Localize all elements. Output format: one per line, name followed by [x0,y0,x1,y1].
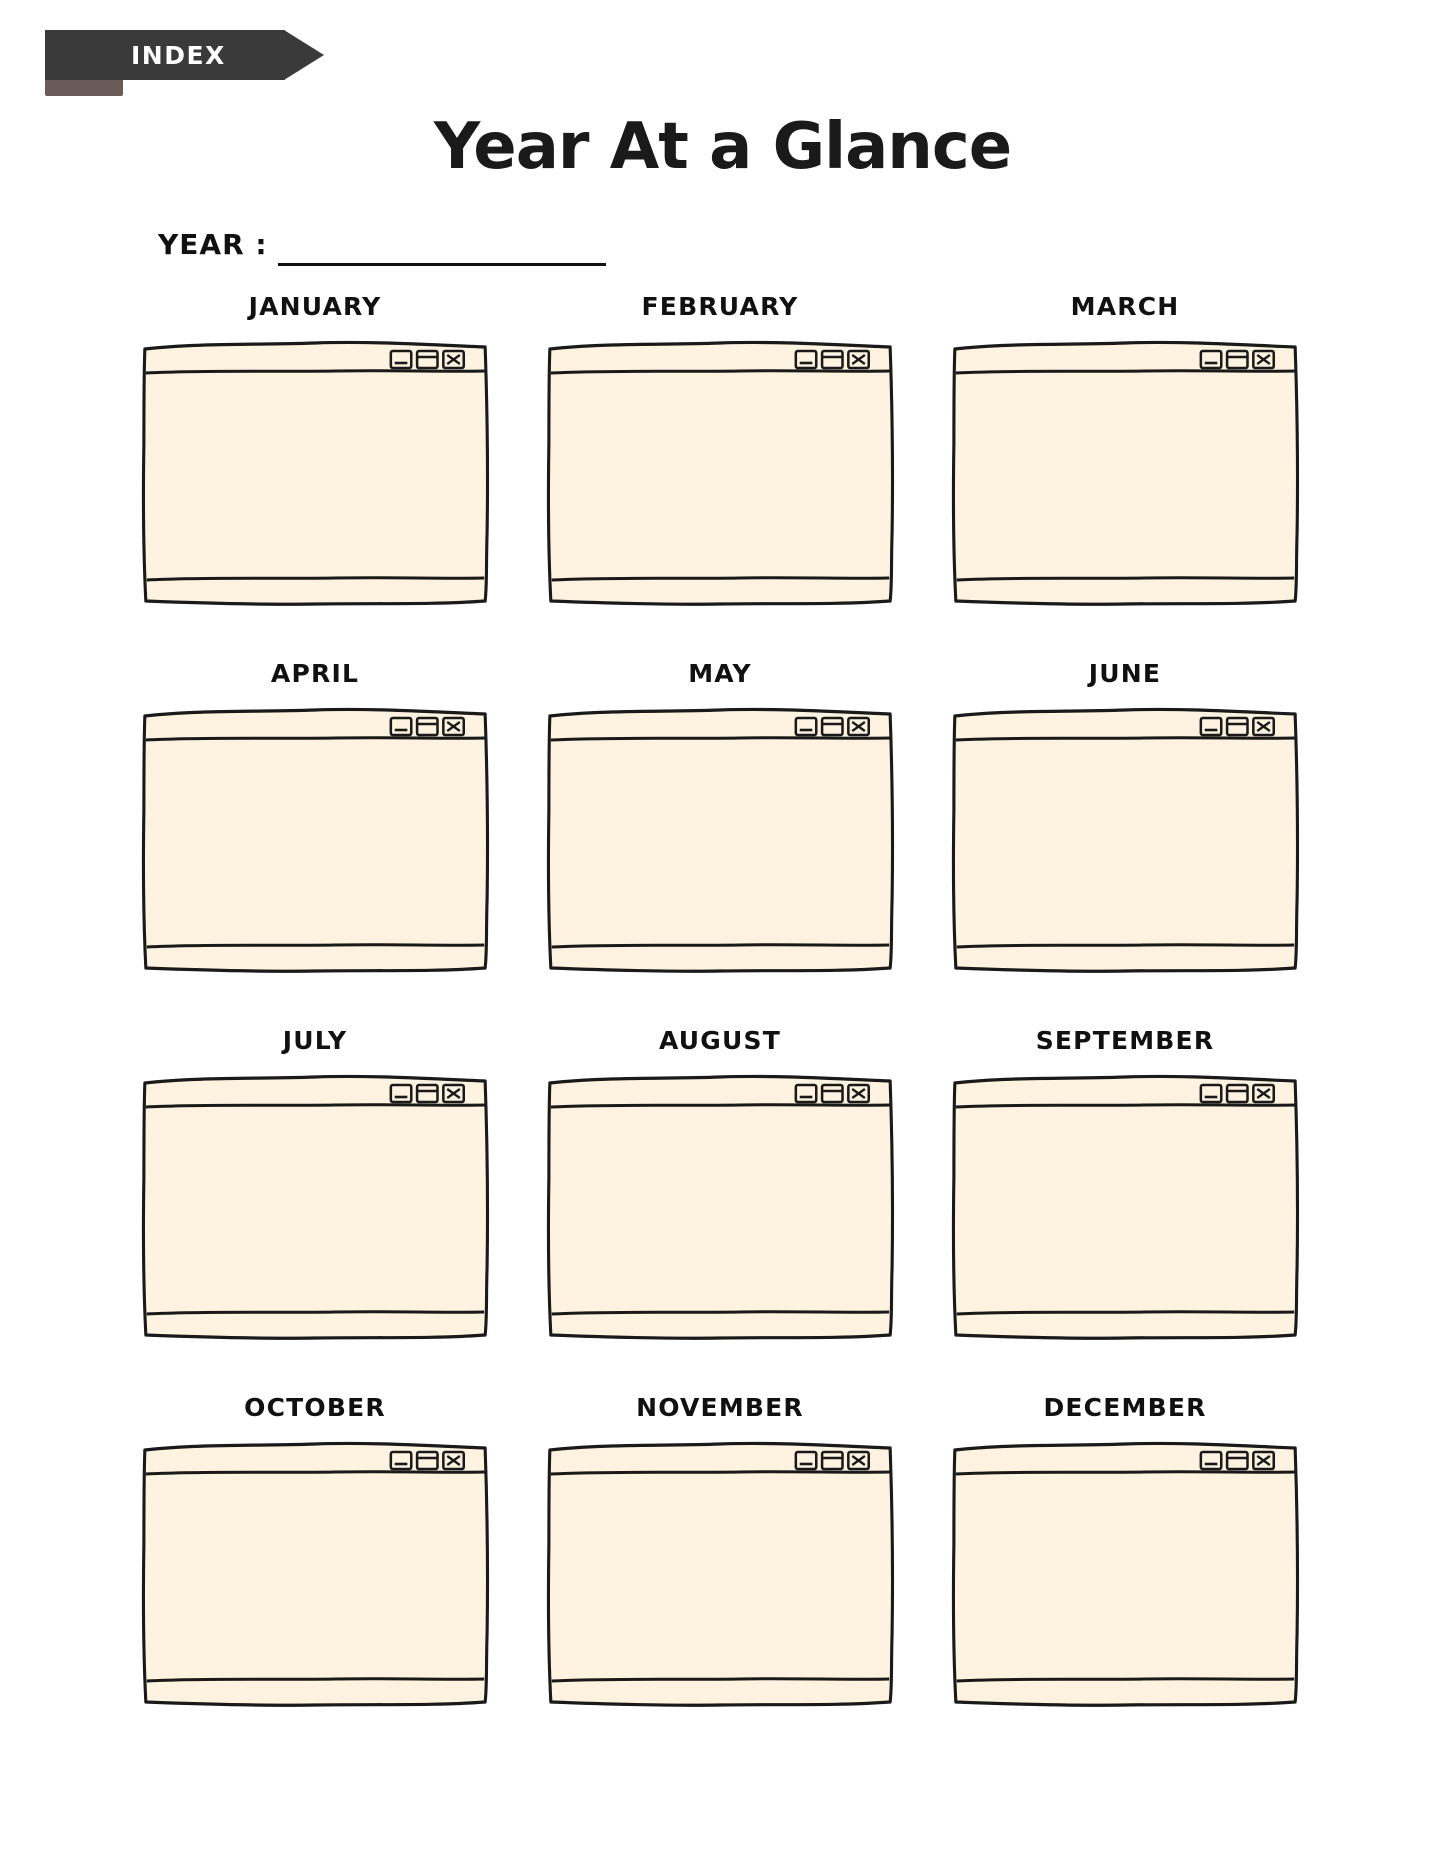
month-title: MARCH [1070,292,1180,321]
minimize-icon [391,1085,411,1102]
minimize-icon [1201,351,1221,368]
month-window-july [140,1067,490,1345]
month-window-may [545,700,895,978]
month-window-june [950,700,1300,978]
index-tab-body[interactable] [45,30,285,80]
month-window-october [140,1434,490,1712]
maximize-icon [417,1452,437,1469]
month-notes-input-february[interactable] [559,371,881,595]
window-controls-group [1201,718,1274,735]
month-cell-october [140,1393,490,1760]
month-title: APRIL [270,659,360,688]
month-cell-january [140,292,490,659]
month-cell-august [545,1026,895,1393]
month-cell-march [950,292,1300,659]
month-notes-input-april[interactable] [154,738,476,962]
month-cell-september [950,1026,1300,1393]
window-controls-group [1201,1085,1274,1102]
month-title: MAY [688,659,752,688]
minimize-icon [796,718,816,735]
year-input[interactable] [278,231,606,266]
month-cell-may [545,659,895,1026]
month-window-august [545,1067,895,1345]
window-controls-group [796,1085,869,1102]
month-notes-input-december[interactable] [964,1472,1286,1696]
month-title: NOVEMBER [636,1393,804,1422]
month-notes-input-june[interactable] [964,738,1286,962]
minimize-icon [1201,1085,1221,1102]
maximize-icon [417,351,437,368]
index-tab-arrow [284,30,324,80]
month-notes-input-november[interactable] [559,1472,881,1696]
minimize-icon [796,1085,816,1102]
month-title: JUNE [1088,659,1162,688]
minimize-icon [1201,1452,1221,1469]
minimize-icon [1201,718,1221,735]
month-window-december [950,1434,1300,1712]
year-field-row [158,228,606,266]
maximize-icon [1227,1452,1247,1469]
month-cell-june [950,659,1300,1026]
month-notes-input-september[interactable] [964,1105,1286,1329]
maximize-icon [417,1085,437,1102]
minimize-icon [391,718,411,735]
month-notes-input-october[interactable] [154,1472,476,1696]
window-controls-group [391,718,464,735]
month-title: JULY [282,1026,348,1055]
month-cell-december [950,1393,1300,1760]
window-controls-group [1201,1452,1274,1469]
minimize-icon [796,351,816,368]
window-controls-group [391,351,464,368]
month-window-april [140,700,490,978]
window-controls-group [391,1452,464,1469]
window-controls-group [391,1085,464,1102]
month-notes-input-january[interactable] [154,371,476,595]
months-grid [140,292,1300,1760]
page-title: Year At a Glance [433,110,1012,184]
index-tab-label: INDEX [131,40,226,70]
window-controls-group [1201,351,1274,368]
month-window-september [950,1067,1300,1345]
month-window-march [950,333,1300,611]
minimize-icon [796,1452,816,1469]
maximize-icon [1227,1085,1247,1102]
month-notes-input-may[interactable] [559,738,881,962]
year-field-label: YEAR : [158,228,268,261]
maximize-icon [822,1452,842,1469]
month-title: OCTOBER [244,1393,386,1422]
window-controls-group [796,1452,869,1469]
minimize-icon [391,351,411,368]
month-title: SEPTEMBER [1035,1026,1215,1055]
month-notes-input-august[interactable] [559,1105,881,1329]
month-title: FEBRUARY [641,292,799,321]
maximize-icon [417,718,437,735]
month-window-november [545,1434,895,1712]
maximize-icon [1227,718,1247,735]
month-window-january [140,333,490,611]
minimize-icon [391,1452,411,1469]
window-controls-group [796,718,869,735]
month-title: AUGUST [659,1026,781,1055]
month-notes-input-july[interactable] [154,1105,476,1329]
month-cell-july [140,1026,490,1393]
month-cell-april [140,659,490,1026]
maximize-icon [822,718,842,735]
month-cell-november [545,1393,895,1760]
month-notes-input-march[interactable] [964,371,1286,595]
maximize-icon [822,1085,842,1102]
month-title: DECEMBER [1043,1393,1207,1422]
maximize-icon [822,351,842,368]
month-title: JANUARY [248,292,382,321]
month-window-february [545,333,895,611]
maximize-icon [1227,351,1247,368]
index-tab[interactable] [45,16,325,96]
month-cell-february [545,292,895,659]
window-controls-group [796,351,869,368]
